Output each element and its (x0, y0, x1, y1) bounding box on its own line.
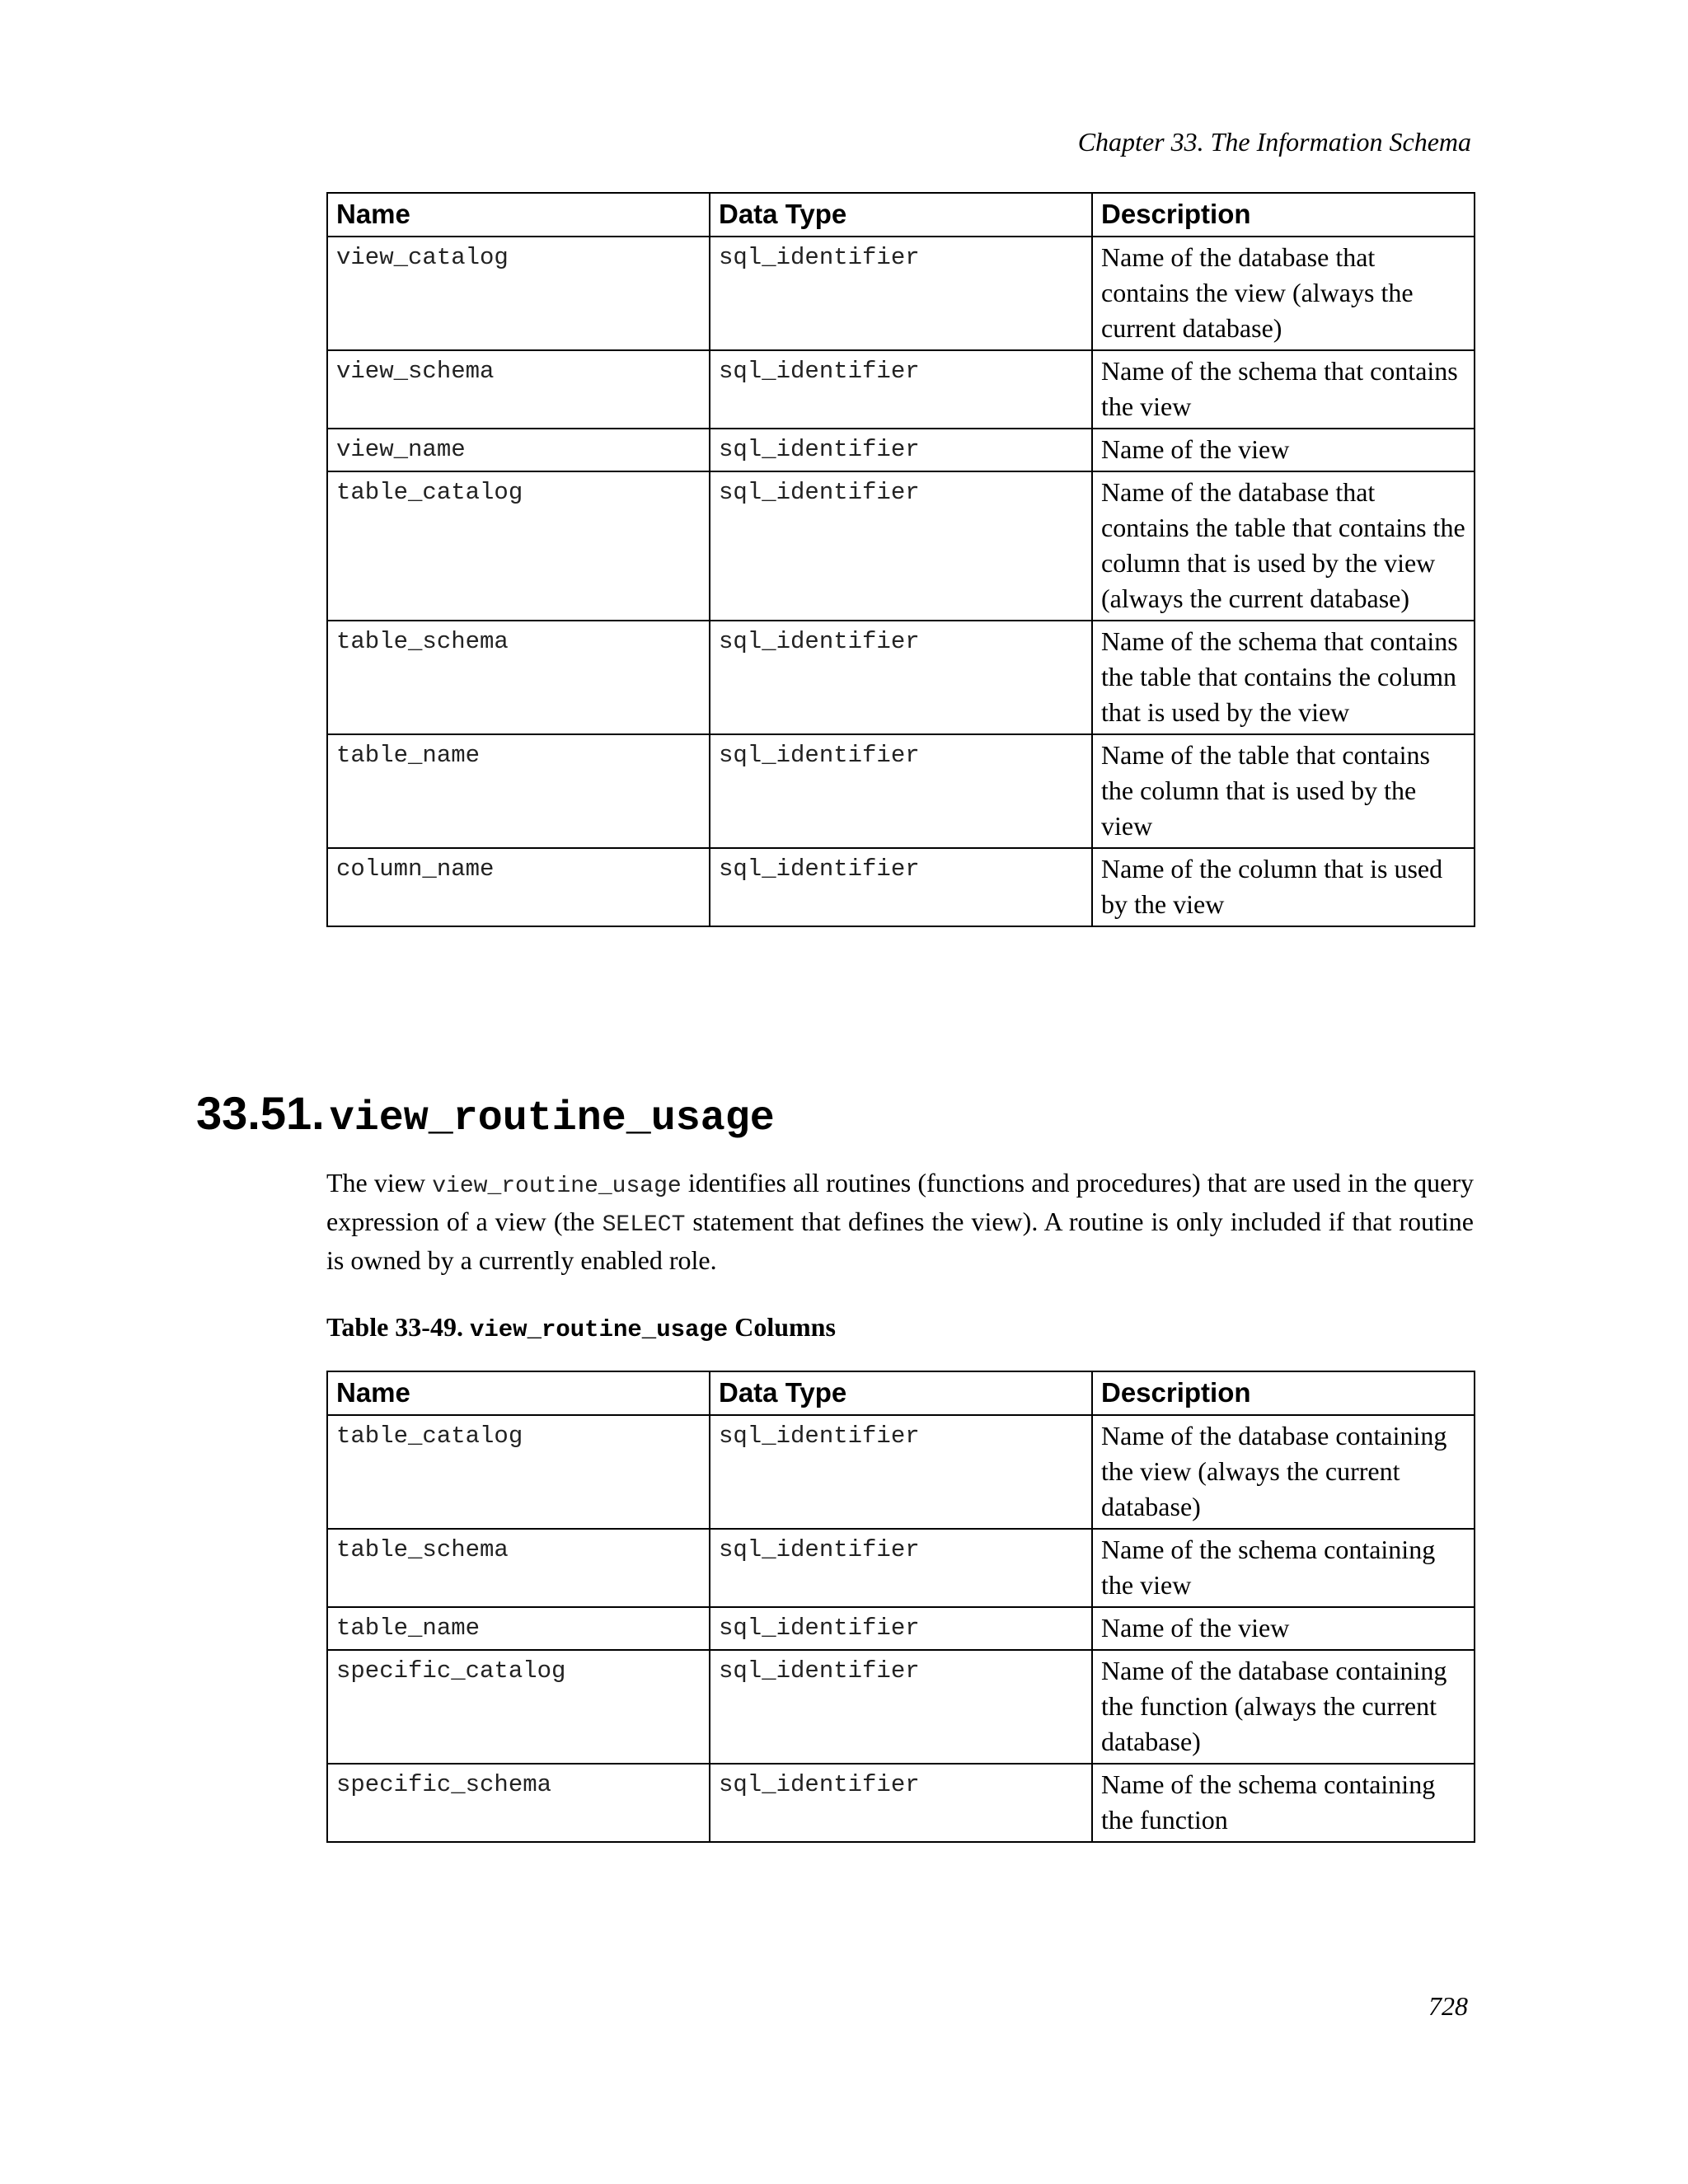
cell-description: Name of the table that contains the column that is used by the view (1092, 734, 1475, 848)
table-header-row (327, 193, 1475, 237)
para-text-3: statement that defines the view). A routine is only included if that routine is owned by a currently enabled role. (326, 1207, 1474, 1275)
cell-name: table_schema (327, 1529, 710, 1607)
table-row (327, 734, 1475, 848)
section-paragraph (326, 1165, 1474, 1278)
cell-data-type: sql_identifier (710, 1415, 1092, 1529)
cell-data-type: sql_identifier (710, 734, 1092, 848)
running-header: Chapter 33. The Information Schema (1077, 127, 1471, 157)
table-caption (326, 1312, 836, 1343)
cell-name: view_name (327, 429, 710, 471)
table-row (327, 1529, 1475, 1607)
cell-description: Name of the database containing the function (always the current database) (1092, 1650, 1475, 1764)
table-row (327, 1764, 1475, 1842)
cell-description: Name of the schema containing the view (1092, 1529, 1475, 1607)
header-name: Name (327, 193, 710, 237)
table-row (327, 350, 1475, 429)
caption-suffix: Columns (728, 1312, 836, 1342)
cell-description: Name of the database containing the view (always the current database) (1092, 1415, 1475, 1529)
header-data-type: Data Type (710, 193, 1092, 237)
cell-data-type: sql_identifier (710, 1607, 1092, 1650)
cell-name: specific_catalog (327, 1650, 710, 1764)
cell-name: view_catalog (327, 237, 710, 350)
table-row (327, 621, 1475, 734)
columns-table-view-column-usage (326, 192, 1475, 927)
header-description: Description (1092, 1371, 1475, 1415)
cell-name: view_schema (327, 350, 710, 429)
cell-description: Name of the schema containing the function (1092, 1764, 1475, 1842)
cell-name: column_name (327, 848, 710, 926)
cell-description: Name of the schema that contains the table that contains the column that is used by the view (1092, 621, 1475, 734)
cell-data-type: sql_identifier (710, 471, 1092, 621)
cell-description: Name of the schema that contains the view (1092, 350, 1475, 429)
header-data-type: Data Type (710, 1371, 1092, 1415)
para-text-2: identifies all routines (functions and procedures) that are used in the query expression of a view (the (326, 1168, 1475, 1236)
cell-data-type: sql_identifier (710, 1764, 1092, 1842)
cell-data-type: sql_identifier (710, 429, 1092, 471)
para-code-1: view_routine_usage (432, 1174, 682, 1199)
cell-data-type: sql_identifier (710, 1650, 1092, 1764)
section-heading (196, 1086, 775, 1142)
cell-data-type: sql_identifier (710, 350, 1092, 429)
table-row (327, 1650, 1475, 1764)
table-row (327, 848, 1475, 926)
table-row (327, 1415, 1475, 1529)
header-name: Name (327, 1371, 710, 1415)
para-text-1: The view (326, 1168, 433, 1197)
table-row (327, 237, 1475, 350)
cell-data-type: sql_identifier (710, 237, 1092, 350)
cell-description: Name of the database that contains the view (always the current database) (1092, 237, 1475, 350)
header-description: Description (1092, 193, 1475, 237)
table-row (327, 429, 1475, 471)
cell-description: Name of the database that contains the table that contains the column that is used by the view (always the current database) (1092, 471, 1475, 621)
cell-description: Name of the view (1092, 429, 1475, 471)
cell-data-type: sql_identifier (710, 621, 1092, 734)
cell-data-type: sql_identifier (710, 1529, 1092, 1607)
section-title-code: view_routine_usage (329, 1095, 775, 1142)
cell-data-type: sql_identifier (710, 848, 1092, 926)
caption-code: view_routine_usage (469, 1316, 729, 1343)
columns-table-view-routine-usage (326, 1371, 1475, 1843)
caption-prefix: Table 33-49. (326, 1312, 470, 1342)
table-header-row (327, 1371, 1475, 1415)
cell-name: table_name (327, 1607, 710, 1650)
page-number: 728 (1428, 1991, 1468, 2021)
cell-name: specific_schema (327, 1764, 710, 1842)
section-number: 33.51. (196, 1087, 325, 1139)
cell-name: table_catalog (327, 1415, 710, 1529)
para-code-2: SELECT (602, 1212, 686, 1238)
cell-description: Name of the column that is used by the view (1092, 848, 1475, 926)
cell-name: table_name (327, 734, 710, 848)
cell-name: table_schema (327, 621, 710, 734)
table-row (327, 1607, 1475, 1650)
table-row (327, 471, 1475, 621)
cell-name: table_catalog (327, 471, 710, 621)
cell-description: Name of the view (1092, 1607, 1475, 1650)
